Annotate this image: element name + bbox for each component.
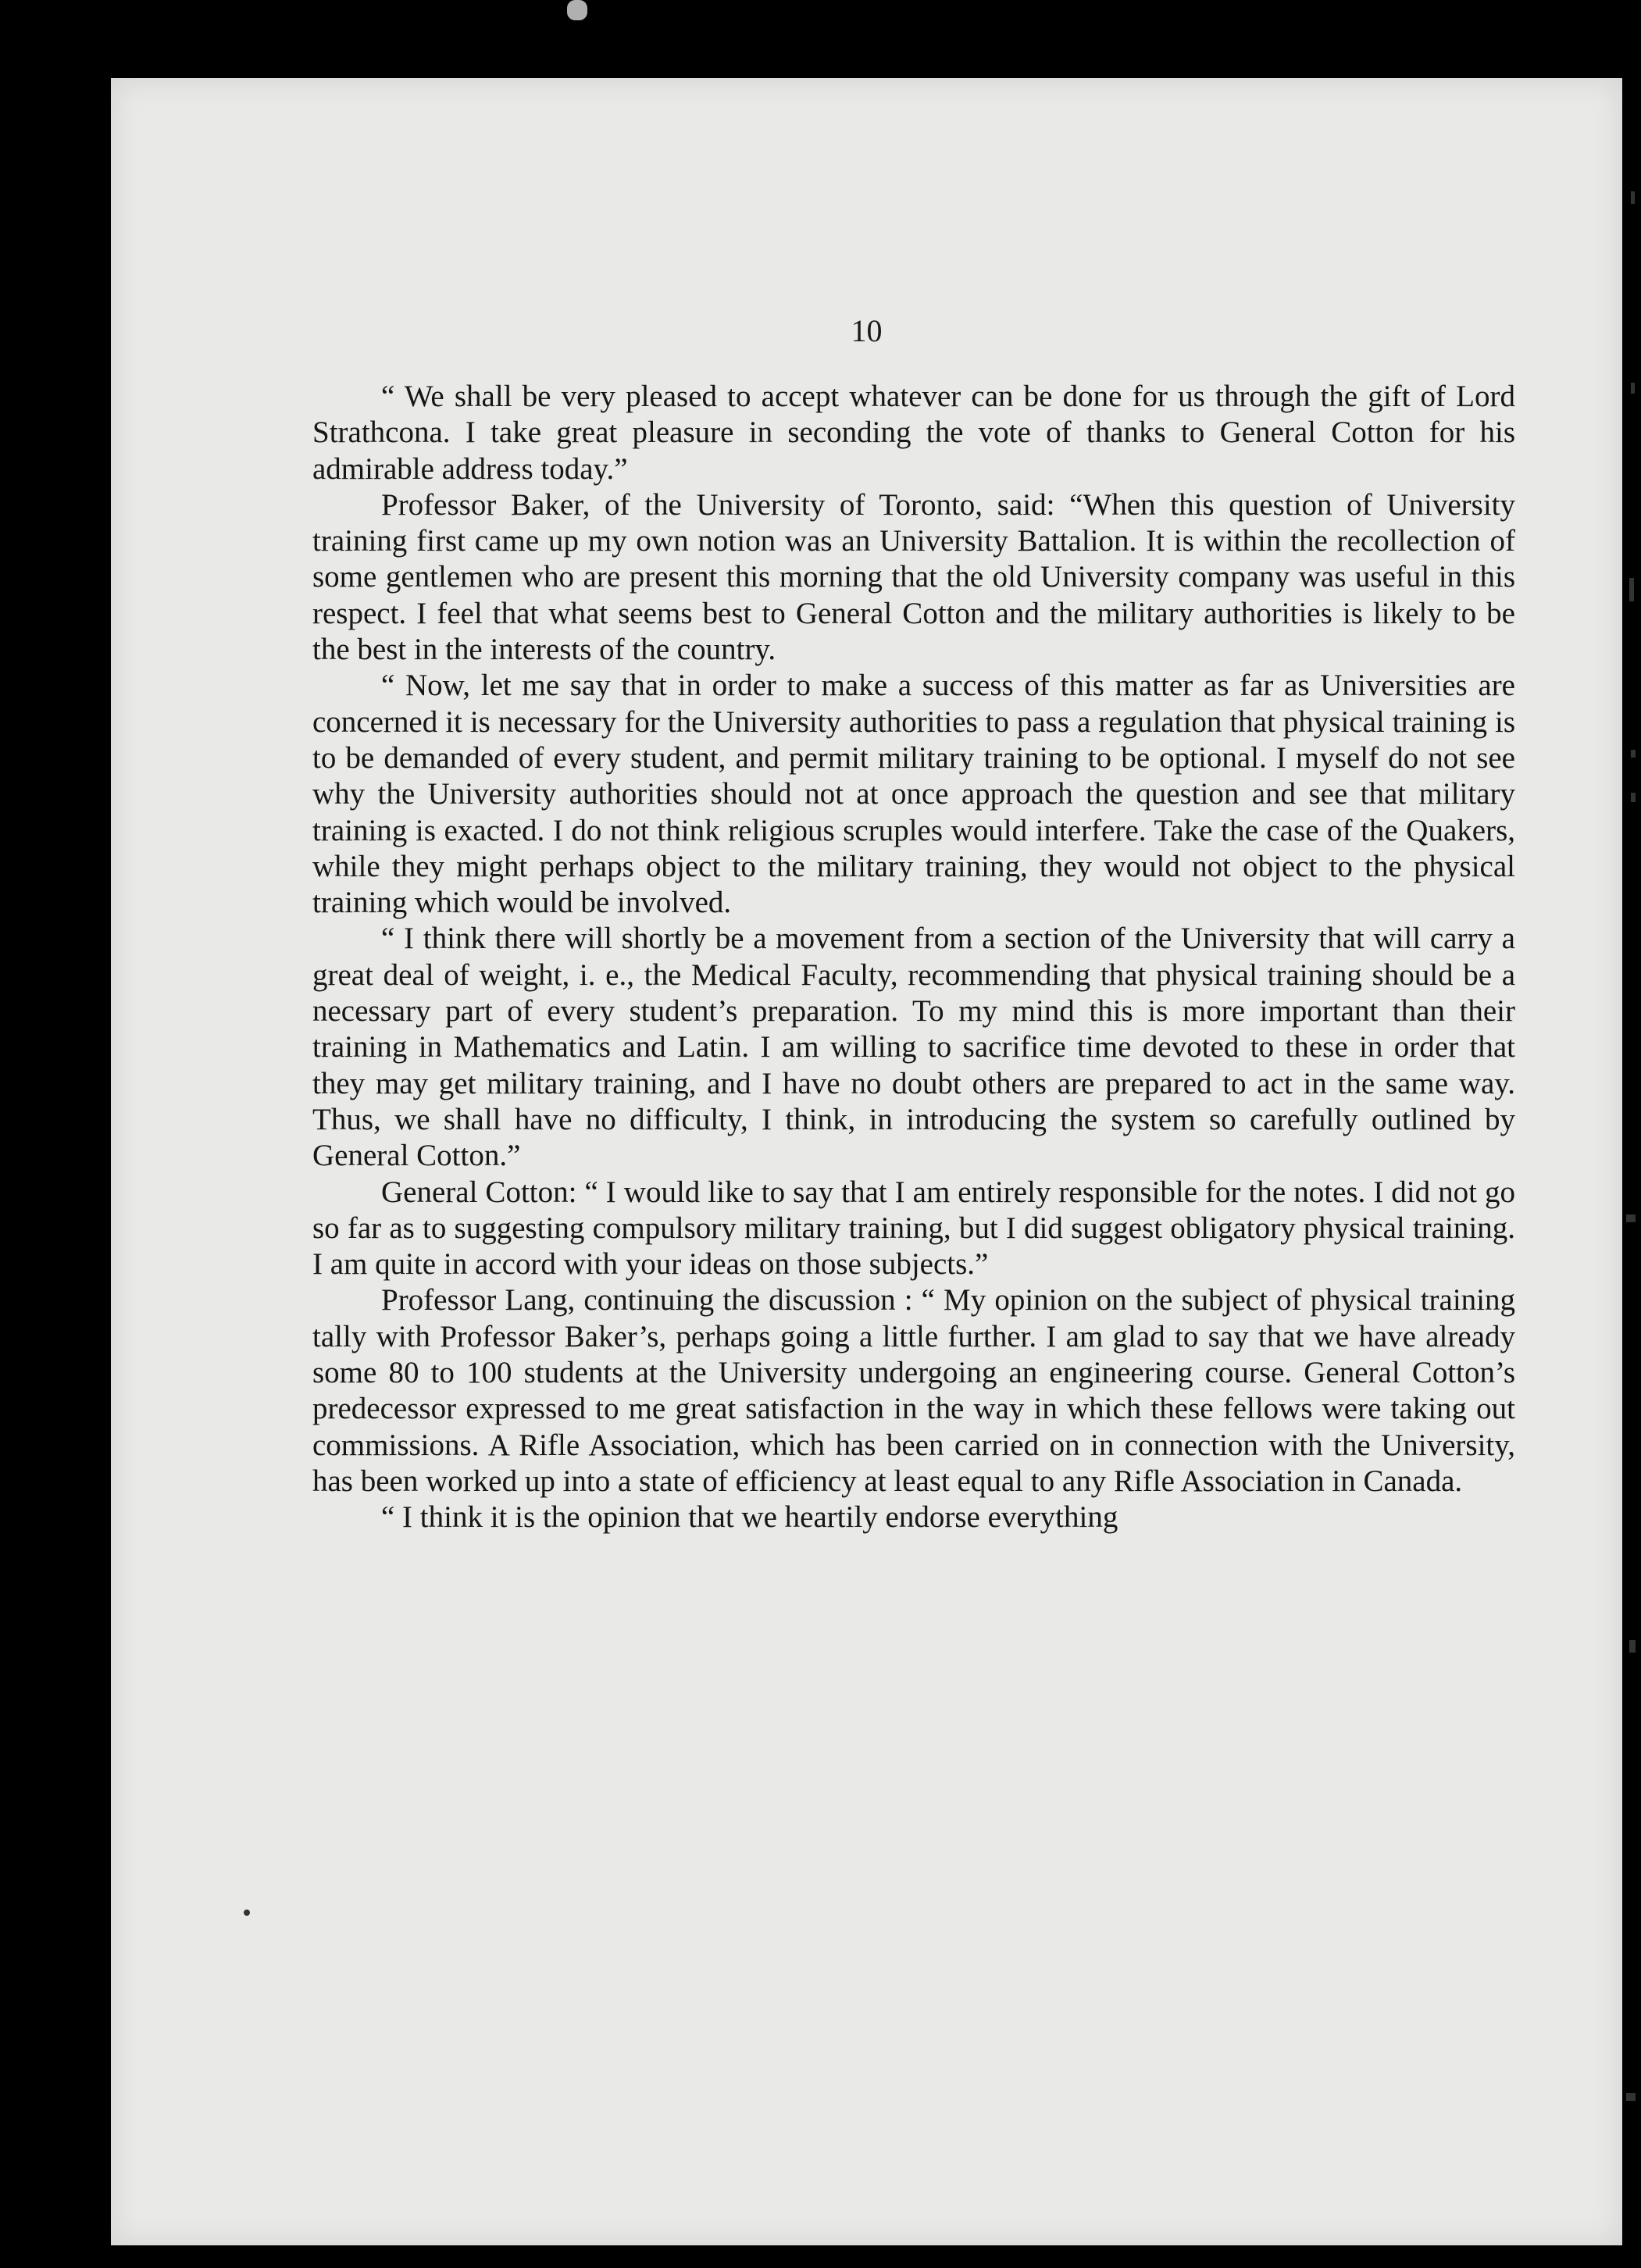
paragraph: General Cotton: “ I would like to say that I am entirely responsible for the notes. I did not go so far as to suggesting compulsory military training, but I did suggest obligatory physical training. I am quite in accord with your ideas on those subjects.” — [312, 1175, 1515, 1282]
paragraph: “ Now, let me say that in order to make a success of this matter as far as Universities are concerned it is necessary for the University authorities to pass a regulation that physical training is to be demanded of every student, and permit military training to be optional. I myself do not see why the University authorities should not at once approach the question and see that military training is exacted. I do not think religious scruples would interfere. Take the case of the Quakers, while they might perhaps object to the military training, they would not object to the physical training which would be involved. — [312, 669, 1515, 920]
scan-artifact — [567, 0, 587, 20]
page-number: 10 — [851, 313, 883, 348]
paragraph: Professor Lang, continuing the discussion : “ My opinion on the subject of physical training tally with Professor Baker’s, perhaps going a little further. I am glad to say that we have already some 80 to 100 students at the University undergoing an engineering course. General Cotton’s predecessor expressed to me great satisfaction in the way in which these fellows were taking out commissions. A Rifle Association, which has been carried on in connection with the University, has been worked up into a state of efficiency at least equal to any Rifle Association in Canada. — [312, 1283, 1515, 1498]
text-body — [312, 379, 1515, 1536]
margin-dot — [244, 1910, 250, 1916]
paragraph: “ I think there will shortly be a movement from a section of the University that will carry a great deal of weight, i. e., the Medical Faculty, recommending that physical training should be a necessary part of every student’s preparation. To my mind this is more important than their training in Mathematics and Latin. I am willing to sacrifice time devoted to these in order that they may get military training, and I have no doubt others are prepared to act in the same way. Thus, we shall have no difficulty, I think, in introducing the system so carefully outlined by General Cotton.” — [312, 922, 1515, 1173]
edge-artifact — [1629, 578, 1634, 601]
document-page — [111, 78, 1622, 2245]
edge-artifact — [1629, 1640, 1636, 1653]
edge-artifact — [1631, 383, 1635, 394]
edge-artifact — [1626, 2093, 1636, 2101]
paragraph: Professor Baker, of the University of Toronto, said: “When this question of University training first came up my own notion was an University Battalion. It is within the recollection of some gentlemen who are present this morning that the old University company was useful in this respect. I feel that what seems best to General Cotton and the military authorities is likely to be the best in the interests of the country. — [312, 487, 1515, 667]
edge-artifact — [1631, 191, 1635, 204]
edge-artifact — [1631, 750, 1636, 758]
edge-artifact — [1626, 1214, 1636, 1222]
paragraph: “ I think it is the opinion that we heartily endorse everything — [381, 1500, 1118, 1535]
paragraph: “ We shall be very pleased to accept whatever can be done for us through the gift of Lord Strathcona. I take great pleasure in seconding the vote of thanks to General Cotton for his admirable address today.” — [312, 380, 1515, 486]
edge-artifact — [1631, 793, 1636, 802]
